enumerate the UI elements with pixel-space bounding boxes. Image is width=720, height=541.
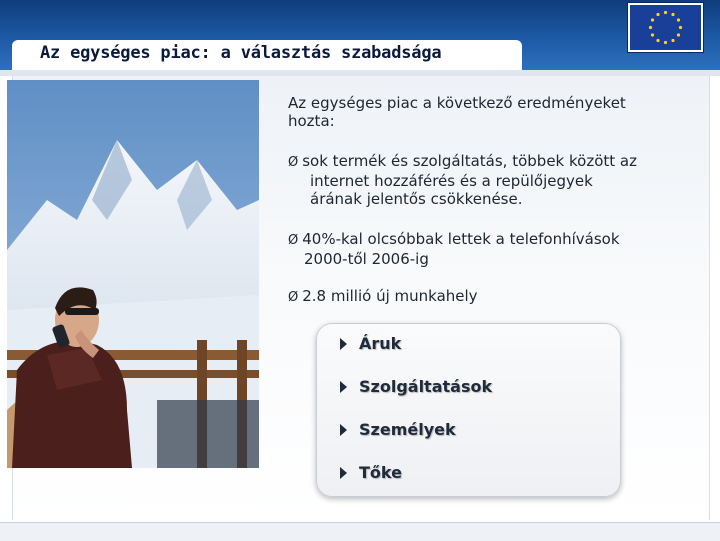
bullet1-line-1: sok termék és szolgáltatás, többek között az (302, 152, 637, 170)
four-freedoms-box (316, 323, 621, 497)
footer-bar (0, 522, 720, 541)
page-title: Az egységes piac: a választás szabadsága (40, 43, 442, 63)
header-banner (0, 0, 720, 70)
bullet-jobs (288, 287, 478, 307)
bullet-prices (288, 152, 637, 208)
bullet1-line-2: internet hozzáférés és a repülőjegyek (310, 172, 593, 190)
intro-text (288, 94, 626, 130)
freedom-item-persons[interactable] (340, 420, 456, 439)
bullet2-line-1: 40%-kal olcsóbbak lettek a telefonhívások (302, 230, 620, 248)
freedom-label: Szolgáltatások (359, 377, 493, 396)
triangle-right-icon (340, 338, 347, 350)
bullet3-line-1: 2.8 millió új munkahely (302, 287, 478, 305)
freedom-item-services[interactable] (340, 377, 492, 396)
triangle-right-icon (340, 424, 347, 436)
intro-line-2: hozta: (288, 112, 335, 130)
freedom-item-goods[interactable] (340, 334, 401, 353)
freedom-label: Személyek (359, 420, 456, 439)
eu-stars (649, 11, 682, 44)
freedom-item-capital[interactable] (340, 463, 402, 482)
bullet-arrow-icon: Ø (288, 290, 299, 305)
freedom-label: Áruk (359, 334, 402, 353)
bullet-arrow-icon: Ø (288, 233, 299, 248)
bullet-phone-calls (288, 230, 620, 268)
triangle-right-icon (340, 381, 347, 393)
title-bar (12, 40, 522, 70)
bullet2-line-2: 2000-től 2006-ig (304, 250, 429, 268)
intro-line-1: Az egységes piac a következő eredményeket (288, 94, 626, 112)
eu-flag-icon (628, 3, 703, 52)
bullet-arrow-icon: Ø (288, 155, 299, 170)
freedom-label: Tőke (359, 463, 402, 482)
photo-man-on-phone (7, 80, 259, 468)
bullet1-line-3: árának jelentős csökkenése. (310, 190, 523, 208)
triangle-right-icon (340, 467, 347, 479)
